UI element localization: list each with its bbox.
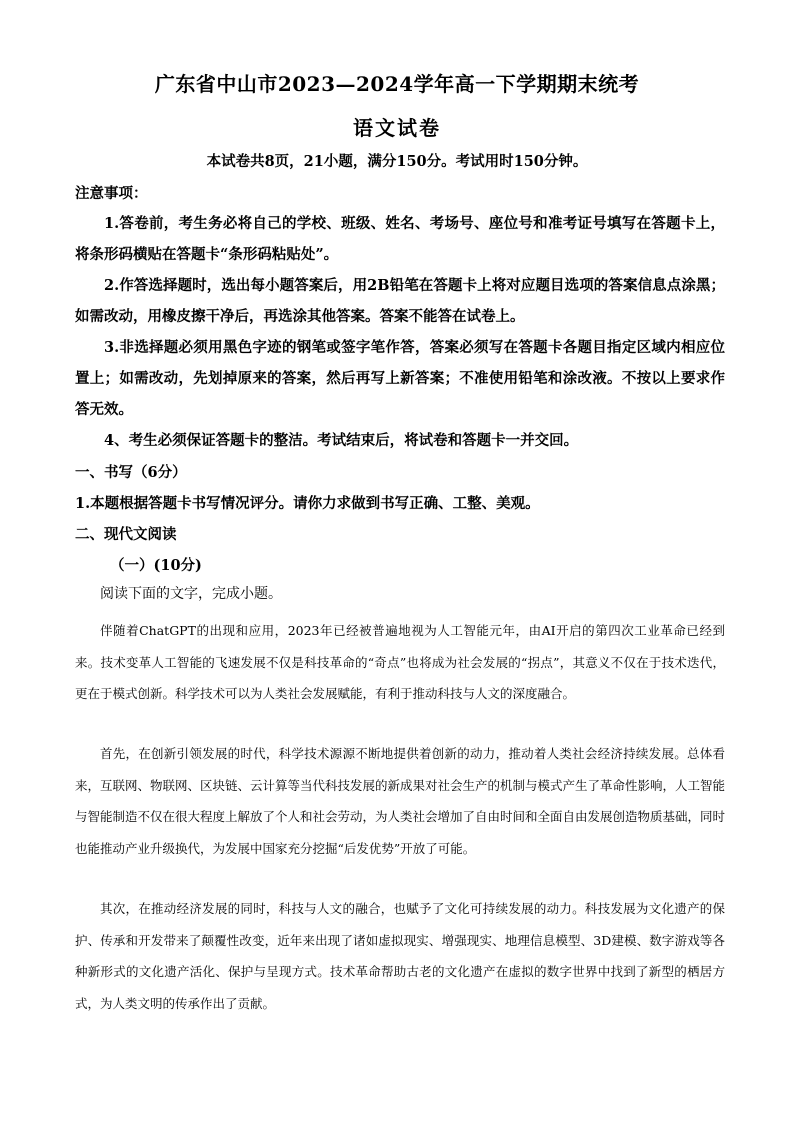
section-1-heading: 一、书写（6分） xyxy=(75,464,187,481)
exam-subtitle: 语文试卷 xyxy=(353,116,441,140)
passage-paragraph-2: 首先，在创新引领发展的时代，科学技术源源不断地提供着创新的动力，推动着人类社会经济持续发展。总体看来，互联网、物联网、区块链、云计算等当代科技发展的新成果对社会生产的机制与模式产生了革命性影响，人工智能与智能制造不仅在很大程度上解放了个人和社会劳动，为人类社会增加了自由时间和全面自由发展创造物质基础，同时也能推动产业升级换代，为发展中国家充分挖掘“后发优势”开放了可能。 xyxy=(75,746,726,856)
reading-instruction: 阅读下面的文字，完成小题。 xyxy=(100,587,282,602)
note-item-4: 4、考生必须保证答题卡的整洁。考试结束后，将试卷和答题卡一并交回。 xyxy=(104,432,579,449)
section-1-item: 1.本题根据答题卡书写情况评分。请你力求做到书写正确、工整、美观。 xyxy=(75,495,540,512)
exam-info: 本试卷共8页，21小题，满分150分。考试用时150分钟。 xyxy=(206,153,588,170)
section-2-heading: 二、现代文阅读 xyxy=(75,526,177,543)
passage-paragraph-1: 伴随着ChatGPT的出现和应用，2023年已经被普遍地视为人工智能元年，由AI开启的第四次工业革命已经到来。技术变革人工智能的飞速发展不仅是科技革命的“奇点”也将成为社会发展的“拐点”，其意义不仅在于技术迭代，更在于模式创新。科学技术可以为人类社会发展赋能，有利于推动科技与人文的深度融合。 xyxy=(75,623,725,701)
exam-title: 广东省中山市2023—2024学年高一下学期期末统考 xyxy=(154,72,640,96)
notes-heading: 注意事项： xyxy=(75,185,148,202)
section-2-subheading: （一）(10分) xyxy=(110,557,202,574)
note-item-3: 3.非选择题必须用黑色字迹的钢笔或签字笔作答，答案必须写在答题卡各题目指定区域内相应位置上；如需改动，先划掉原来的答案，然后再写上新答案；不准使用铅笔和涂改液。不按以上要求作答无效。 xyxy=(75,339,725,418)
passage-paragraph-3: 其次，在推动经济发展的同时，科技与人文的融合，也赋予了文化可持续发展的动力。科技发展为文化遗产的保护、传承和开发带来了颠覆性改变，近年来出现了诸如虚拟现实、增强现实、地理信息模型、3D建模、数字游戏等各种新形式的文化遗产活化、保护与呈现方式。技术革命帮助古老的文化遗产在虚拟的数字世界中找到了新型的栖居方式，为人类文明的传承作出了贡献。 xyxy=(75,901,725,1011)
note-item-1: 1.答卷前，考生务必将自己的学校、班级、姓名、考场号、座位号和准考证号填写在答题卡上，将条形码横贴在答题卡“条形码粘贴处”。 xyxy=(75,215,725,263)
note-item-2: 2.作答选择题时，选出每小题答案后，用2B铅笔在答题卡上将对应题目选项的答案信息点涂黑；如需改动，用橡皮擦干净后，再选涂其他答案。答案不能答在试卷上。 xyxy=(75,277,725,325)
